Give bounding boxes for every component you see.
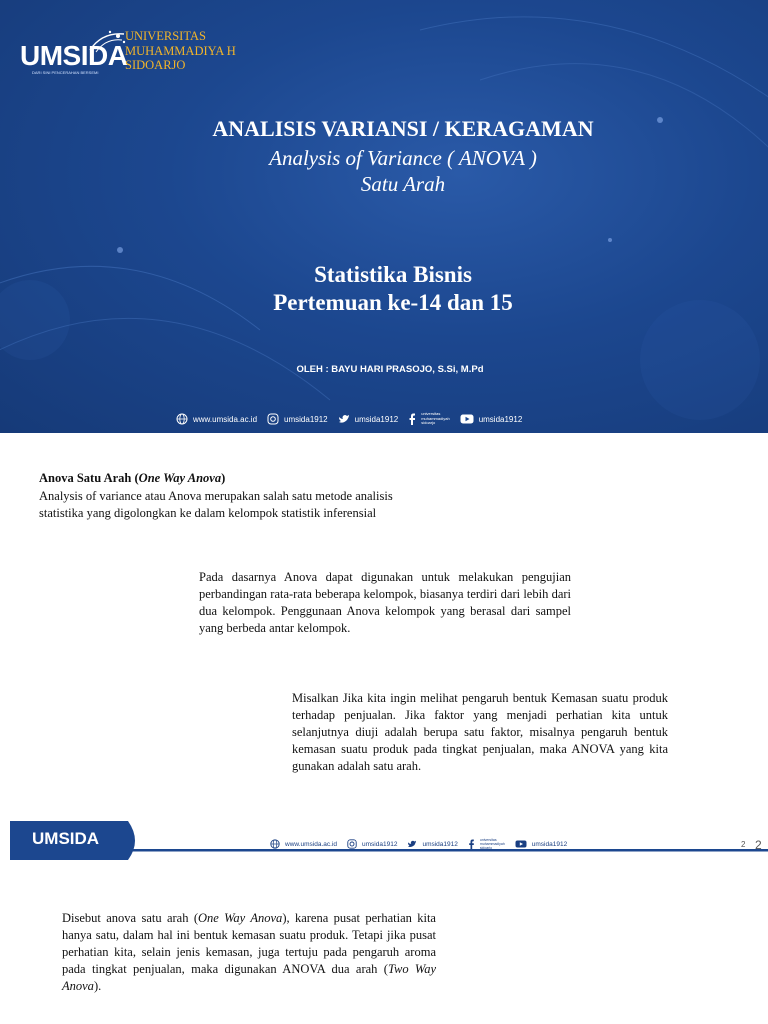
twitter-icon <box>338 413 350 425</box>
paragraph-one-way-explanation: Disebut anova satu arah (One Way Anova), karena pusat perhatian kita hanya satu, dalam hal ini bentuk kemasan suatu produk. Tetapi jika pusat perhatian kita, selain jenis kemasan, juga tertuju pada pengaruh aroma pada tingkat penjualan, maka digunakan ANOVA dua arah (Two Way Anova). <box>62 911 436 993</box>
title-slide <box>0 0 768 433</box>
author-label: OLEH : BAYU HARI PRASOJO, S.Si, M.Pd <box>296 364 484 375</box>
facebook-link[interactable]: universitas muhammadiyah sidoarjo <box>408 412 449 426</box>
intro-paragraph: Analysis of variance atau Anova merupakan salah satu metode analisis statistika yang digolongkan ke dalam kelompok statistik inferensial <box>39 489 393 520</box>
logo-tagline: DARI SINI PENCERAHAN BERSEMI <box>32 70 99 75</box>
globe-icon <box>270 839 280 849</box>
umsida-logo <box>20 26 130 76</box>
slide-subtitle-line1: Analysis of Variance ( ANOVA ) <box>269 146 537 170</box>
instagram-icon <box>267 413 279 425</box>
logo-text: UMSIDA <box>20 40 128 71</box>
footer-twitter-link[interactable]: umsida1912 <box>407 839 457 849</box>
globe-icon <box>176 413 188 425</box>
instagram-link[interactable]: umsida1912 <box>267 413 328 425</box>
social-links <box>176 412 532 426</box>
page-number: 2 <box>741 840 746 849</box>
footer-instagram-link[interactable]: umsida1912 <box>347 839 397 849</box>
page-number-outer: 2 <box>755 838 762 852</box>
meeting-label: Pertemuan ke-14 dan 15 <box>273 290 513 315</box>
youtube-icon <box>460 414 474 424</box>
footer-social-links <box>270 838 577 850</box>
website-link[interactable]: www.umsida.ac.id <box>176 413 257 425</box>
youtube-icon <box>515 840 527 848</box>
paragraph-anova-purpose: Pada dasarnya Anova dapat digunakan untuk melakukan pengujian perbandingan rata-rata beberapa kelompok, biasanya terdiri dari lebih dari dua kelompok. Penggunaan Anova kelompok yang berasal dari sampel yang berbeda antar kelompok. <box>199 570 571 635</box>
slide-footer <box>10 821 768 860</box>
twitter-icon <box>407 839 417 849</box>
footer-youtube-link[interactable]: umsida1912 <box>515 840 567 848</box>
facebook-icon <box>408 413 416 425</box>
course-name: Statistika Bisnis <box>314 262 472 287</box>
twitter-link[interactable]: umsida1912 <box>338 413 399 425</box>
instagram-icon <box>347 839 357 849</box>
section-heading: Anova Satu Arah (One Way Anova) <box>39 471 226 485</box>
youtube-link[interactable]: umsida1912 <box>460 414 523 424</box>
footer-website-link[interactable]: www.umsida.ac.id <box>270 839 337 849</box>
footer-facebook-link[interactable]: universitas muhammadiyah sidoarjo <box>468 838 505 850</box>
slide-title: ANALISIS VARIANSI / KERAGAMAN <box>212 116 594 141</box>
slide-subtitle-line2: Satu Arah <box>360 172 446 196</box>
paragraph-example: Misalkan Jika kita ingin melihat pengaruh bentuk Kemasan suatu produk terhadap penjualan. Jika faktor yang menjadi perhatian kita untuk selanjutnya diuji adalah berupa satu faktor, misalnya pengaruh bentuk kemasan suatu produk pada tingkat penjualan, maka ANOVA yang kita gunakan adalah satu arah. <box>292 691 668 773</box>
facebook-icon <box>468 839 475 849</box>
university-name: UNIVERSITAS MUHAMMADIYA H SIDOARJO <box>125 29 236 72</box>
footer-logo: UMSIDA <box>32 829 100 848</box>
